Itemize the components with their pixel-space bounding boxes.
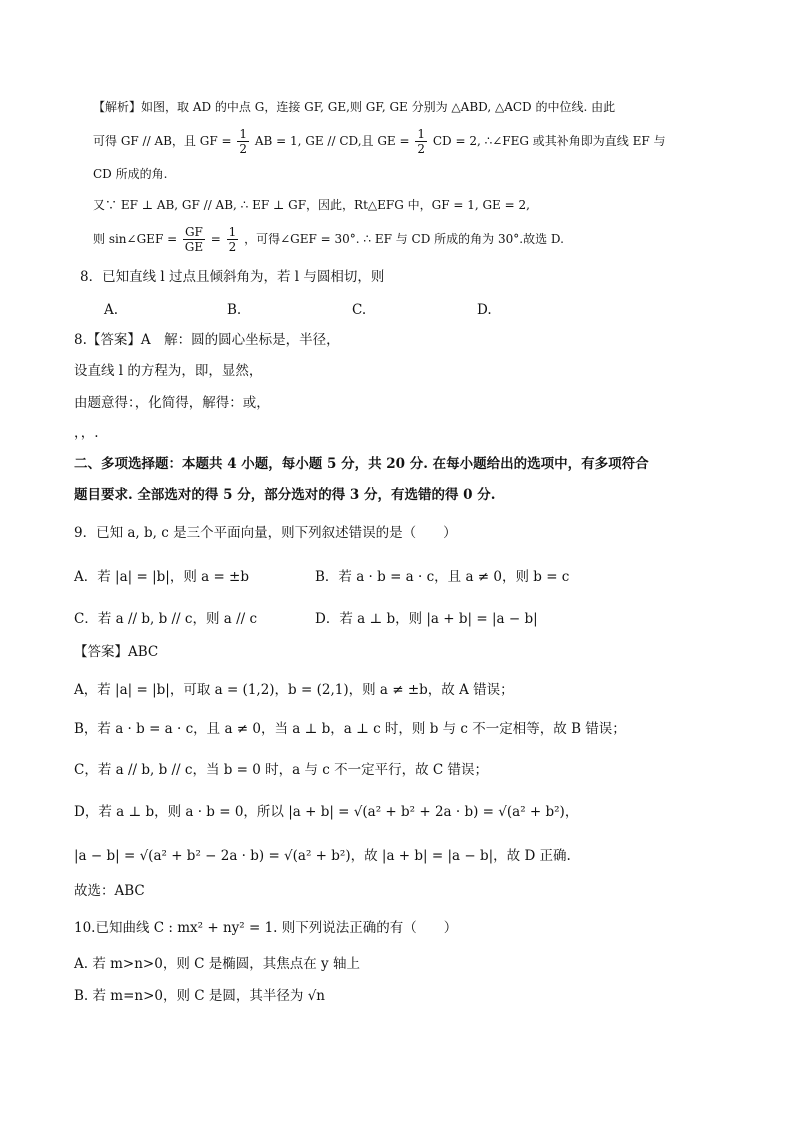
q10-option-b: B. 若 m=n>0，则 C 是圆，其半径为 √n — [74, 988, 326, 1004]
a8-line-2: 设直线 l 的方程为，即，显然， — [74, 363, 263, 379]
a9-line-c: C，若 a // b, b // c，当 b = 0 时，a 与 c 不一定平行，故 C 错误； — [74, 762, 489, 778]
a9-line-a: A，若 |a| = |b|，可取 a = (1,2)，b = (2,1)，则 a ≠ ±b，故 A 错误； — [74, 682, 514, 698]
analysis-line-2-part-a: 可得 GF // AB，且 GF = — [93, 134, 232, 148]
analysis-line-2-part-b: AB = 1, GE // CD,且 GE = — [254, 134, 410, 148]
q9-stem: 9．已知 a, b, c 是三个平面向量，则下列叙述错误的是（ ） — [74, 525, 457, 541]
fraction-gf-ge: $\frac{GF}{GE}$ — [184, 225, 204, 254]
q8-option-a: A. — [104, 302, 119, 318]
q8-option-d: D. — [477, 302, 492, 318]
a9-line-d2: |a − b| = √(a² + b² − 2a · b) = √(a² + b²)，故 |a + b| = |a − b|，故 D 正确. — [74, 848, 571, 864]
a9-line-d1: D，若 a ⊥ b，则 a · b = 0，所以 |a + b| = √(a² + b² + 2a · b) = √(a² + b²)， — [74, 804, 579, 820]
a8-line-3: 由题意得：，化简得，解得：或， — [74, 395, 270, 411]
q8-option-b: B. — [227, 302, 242, 318]
a9-answer: 【答案】ABC — [74, 644, 159, 660]
analysis-line-5-part-b: ，可得∠GEF = 30°. ∴ EF 与 CD 所成的角为 30°.故选 D. — [244, 232, 564, 246]
a9-conclusion: 故选：ABC — [74, 883, 145, 899]
q8-option-c: C. — [352, 302, 367, 318]
section2-line-2: 题目要求. 全部选对的得 5 分，部分选对的得 3 分，有选错的得 0 分. — [74, 487, 496, 503]
analysis-line-2 — [93, 128, 666, 155]
analysis-line-3: CD 所成的角. — [93, 167, 168, 181]
a8-line-4: ，，. — [74, 425, 99, 441]
fraction-half-1: $\frac{1}{2}$ — [239, 127, 247, 156]
q8-stem: 8．已知直线 l 过点且倾斜角为，若 l 与圆相切，则 — [80, 269, 385, 285]
analysis-line-1: 【解析】如图，取 AD 的中点 G，连接 GF, GE,则 GF, GE 分别为 △ABD, △ACD 的中位线. 由此 — [93, 100, 616, 114]
q10-stem: 10.已知曲线 C : mx² + ny² = 1. 则下列说法正确的有（ ） — [74, 920, 458, 936]
fraction-half-3: $\frac{1}{2}$ — [228, 225, 237, 254]
q9-option-a: A．若 |a| = |b|，则 a = ±b — [74, 569, 250, 585]
q9-option-b: B．若 a · b = a · c，且 a ≠ 0，则 b = c — [315, 569, 570, 585]
analysis-line-5-part-a: 则 sin∠GEF = — [93, 232, 178, 246]
section2-line-1: 二、多项选择题：本题共 4 小题，每小题 5 分，共 20 分. 在每小题给出的选项中，有多项符合 — [74, 456, 649, 472]
q10-option-a: A. 若 m>n>0，则 C 是椭圆，其焦点在 y 轴上 — [74, 956, 360, 972]
q9-option-c: C．若 a // b, b // c，则 a // c — [74, 611, 258, 627]
analysis-line-2-part-c: CD = 2, ∴∠FEG 或其补角即为直线 EF 与 — [432, 134, 666, 148]
q9-option-d: D．若 a ⊥ b，则 |a + b| = |a − b| — [315, 611, 538, 627]
a8-line-1: 8.【答案】A 解：圆的圆心坐标是，半径， — [74, 332, 340, 348]
a9-line-b: B，若 a · b = a · c，且 a ≠ 0，当 a ⊥ b，a ⊥ c 时，则 b 与 c 不一定相等，故 B 错误； — [74, 721, 626, 737]
analysis-line-5 — [93, 226, 564, 253]
equals-sign: = — [210, 232, 221, 246]
fraction-half-2: $\frac{1}{2}$ — [417, 127, 426, 156]
analysis-line-4: 又∵ EF ⊥ AB, GF // AB, ∴ EF ⊥ GF，因此，Rt△EFG 中，GF = 1, GE = 2, — [93, 198, 530, 212]
